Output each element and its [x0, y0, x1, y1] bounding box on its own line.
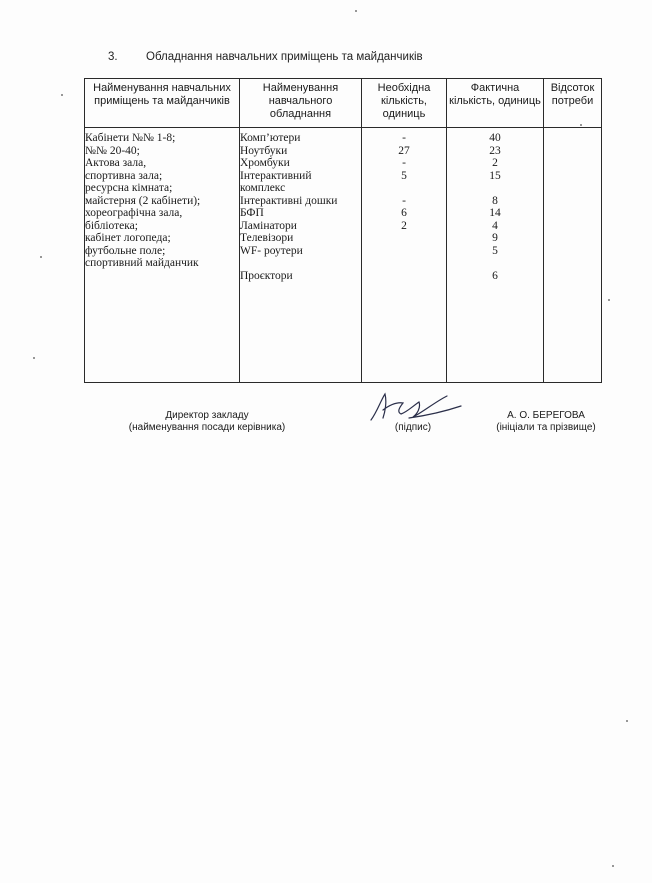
need-value: 2	[401, 219, 407, 232]
premises-line: кабінет логопеда;	[85, 232, 171, 244]
actual-value: 40	[489, 132, 501, 144]
equipment-line: комплекс	[240, 182, 286, 194]
equipment-line: Ламінатори	[240, 219, 297, 232]
equipment-line: WF- роутери	[240, 244, 303, 257]
equipment-line: Комп’ютери	[240, 132, 301, 144]
actual-value: 14	[489, 207, 501, 219]
scan-speck	[612, 865, 614, 867]
equipment-gap	[240, 257, 361, 270]
premises-line: №№ 20-40;	[85, 144, 140, 157]
premises-line: ресурсна кімната;	[85, 182, 173, 194]
signatory-name-block	[476, 410, 616, 434]
scan-speck	[608, 299, 610, 301]
header-percent: Відсоток потреби	[544, 79, 602, 128]
actual-gap	[447, 257, 543, 270]
header-premises: Найменування навчальних приміщень та майданчиків	[85, 79, 240, 128]
signatory-position-block	[127, 410, 287, 434]
actual-value: 6	[492, 269, 498, 282]
premises-line: Актова зала,	[85, 157, 147, 169]
need-cell	[362, 128, 447, 383]
scan-speck	[61, 94, 63, 96]
actual-value: 5	[492, 244, 498, 257]
premises-line: хореографічна зала,	[85, 207, 183, 219]
actual-cell	[447, 128, 544, 383]
premises-line: Кабінети №№ 1-8;	[85, 132, 176, 144]
need-gap	[362, 182, 446, 195]
need-value: -	[402, 157, 406, 169]
need-value: 6	[401, 207, 407, 219]
premises-line: футбольне поле;	[85, 244, 166, 257]
section-heading	[108, 51, 423, 63]
signature-scribble-icon	[363, 390, 463, 424]
signatory-name: А. О. БЕРЕГОВА	[507, 410, 585, 421]
equipment-line: Інтерактивний	[240, 169, 312, 182]
scan-speck	[355, 10, 357, 12]
signatory-position: Директор закладу	[165, 410, 249, 421]
actual-value: 23	[489, 144, 501, 157]
actual-value: 15	[489, 169, 501, 182]
handwritten-signature	[363, 390, 453, 424]
need-value: -	[402, 132, 406, 144]
section-title: Обладнання навчальних приміщень та майданчиків	[146, 51, 423, 63]
premises-cell	[85, 128, 240, 383]
header-need: Необхідна кількість, одиниць	[362, 79, 447, 128]
equipment-line: Хромбуки	[240, 157, 290, 169]
need-value: 5	[401, 169, 407, 182]
premises-line: майстерня (2 кабінети);	[85, 194, 201, 207]
header-actual: Фактична кількість, одиниць	[447, 79, 544, 128]
actual-value: 4	[492, 219, 498, 232]
actual-value: 8	[492, 194, 498, 207]
need-value: -	[402, 194, 406, 207]
table-row	[85, 128, 602, 383]
need-value: 27	[398, 144, 410, 157]
scan-speck	[580, 124, 582, 126]
scan-speck	[40, 256, 42, 258]
equipment-line: БФП	[240, 207, 264, 219]
premises-line: бібліотека;	[85, 219, 138, 232]
scan-speck	[33, 357, 35, 359]
actual-gap	[447, 182, 543, 195]
equipment-line: Ноутбуки	[240, 144, 288, 157]
equipment-table	[84, 78, 602, 383]
equipment-line: Проєктори	[240, 269, 293, 282]
signature-caption: (підпис)	[394, 422, 432, 433]
section-number: 3.	[108, 51, 118, 63]
actual-value: 9	[492, 232, 498, 244]
signatory-position-caption: (найменування посади керівника)	[128, 422, 286, 433]
equipment-cell	[240, 128, 362, 383]
scan-speck	[626, 720, 628, 722]
equipment-line: Інтерактивні дошки	[240, 194, 338, 207]
signatory-name-caption: (ініціали та прізвище)	[496, 422, 596, 433]
table-header-row	[85, 79, 602, 128]
header-equipment: Найменування навчального обладнання	[240, 79, 362, 128]
actual-value: 2	[492, 157, 498, 169]
premises-line: спортивна зала;	[85, 169, 163, 182]
percent-cell	[544, 128, 602, 383]
equipment-line: Телевізори	[240, 232, 294, 244]
premises-line: спортивний майданчик	[85, 257, 199, 269]
